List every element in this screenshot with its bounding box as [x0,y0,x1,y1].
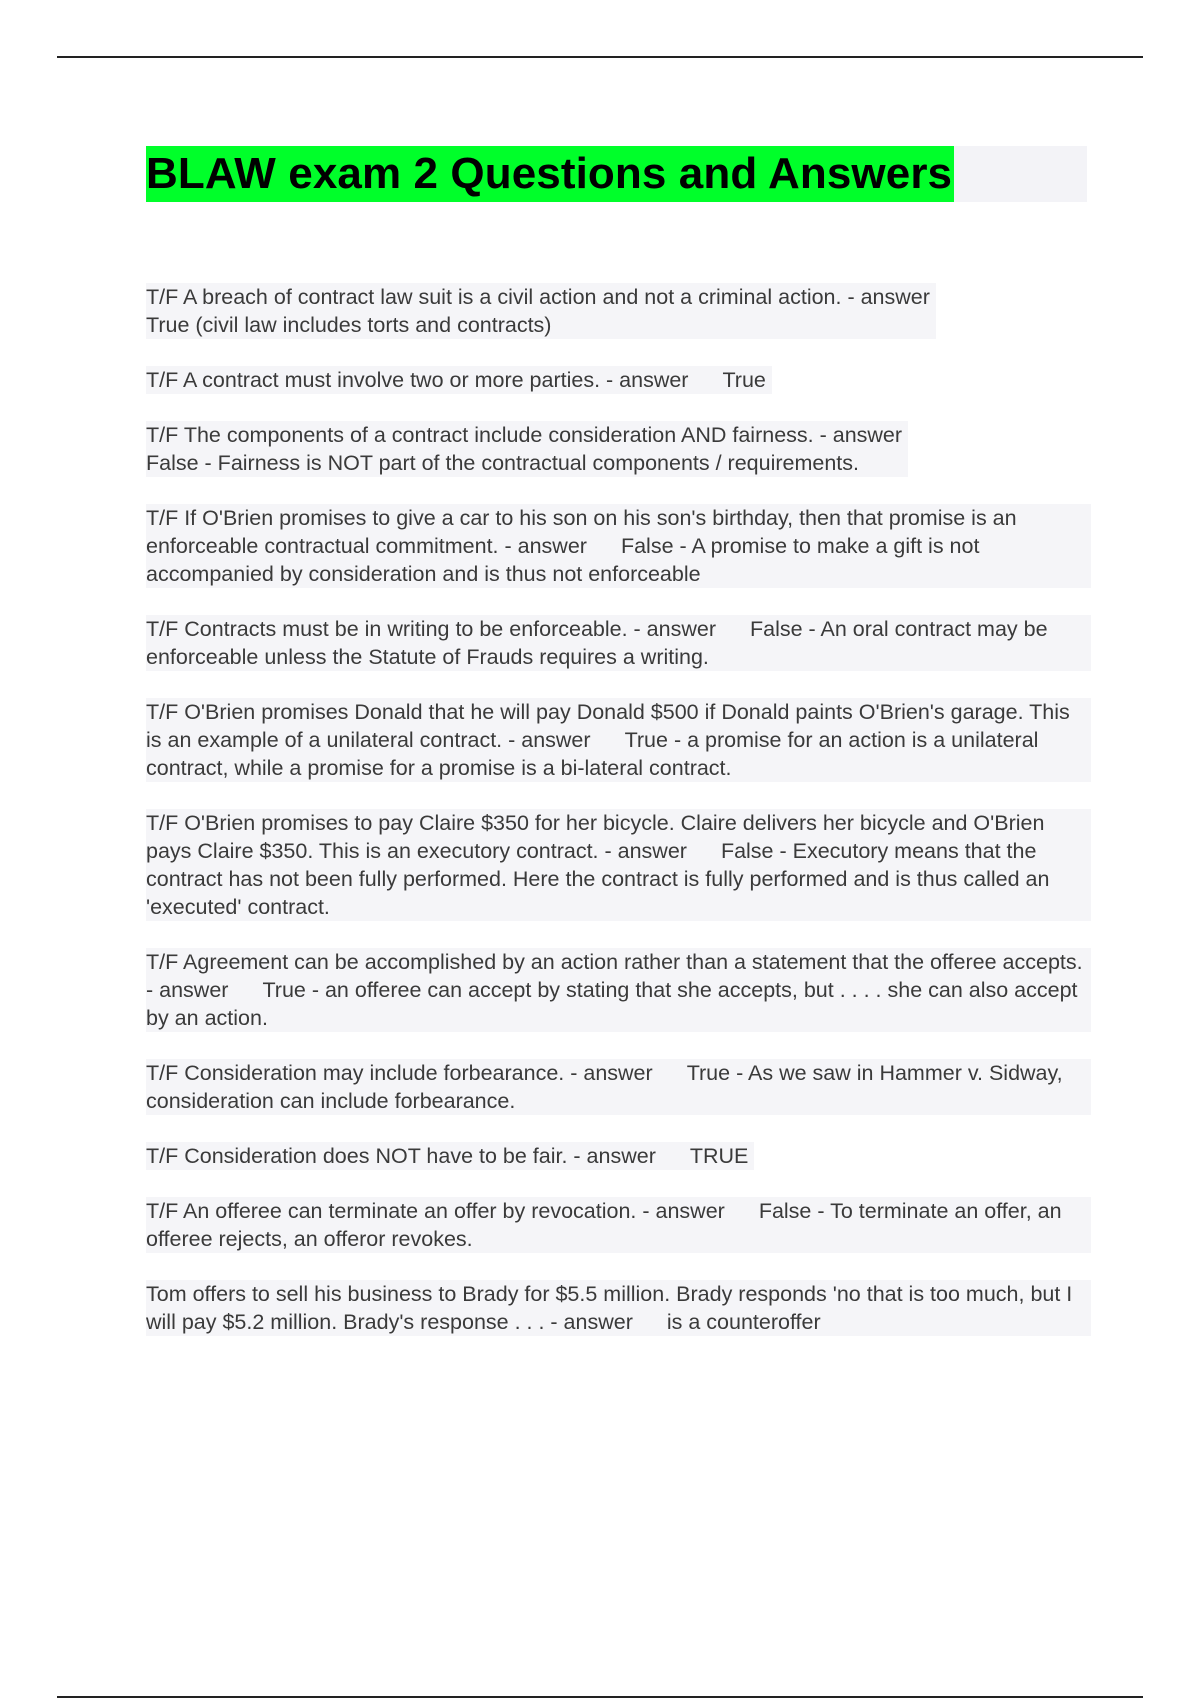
qa-item [146,698,1091,782]
qa-answer: True - an offeree can accept by stating that she accepts, but . . . . she can also accept by an action. [146,978,1078,1030]
qa-answer: False - A promise to make a gift is not accompanied by consideration and is thus not enforceable [146,534,980,586]
qa-item [146,1197,1091,1253]
qa-answer: True - a promise for an action is a unilateral contract, while a promise for a promise is a bi-lateral contract. [146,728,1039,780]
qa-answer: False - An oral contract may be enforceable unless the Statute of Frauds requires a writing. [146,617,1048,669]
qa-item [146,1142,754,1170]
title-band [146,146,1087,202]
qa-item [146,948,1091,1032]
qa-item [146,615,1091,671]
qa-question: T/F An offeree can terminate an offer by revocation. - answer [146,1199,725,1223]
qa-answer: True [722,368,766,392]
qa-question: T/F Contracts must be in writing to be enforceable. - answer [146,617,716,641]
qa-question: T/F A breach of contract law suit is a civil action and not a criminal action. - answer [146,285,930,309]
qa-item [146,1280,1091,1336]
qa-question: Tom offers to sell his business to Brady for $5.5 million. Brady responds 'no that is too much, but I will pay $5.2 million. Brady's response . . . - answer [146,1282,1073,1334]
qa-question: T/F Agreement can be accomplished by an action rather than a statement that the offeree accepts. - answer [146,950,1083,1002]
qa-answer: True (civil law includes torts and contracts) [146,313,552,337]
top-rule [57,56,1143,58]
qa-item [146,504,1091,588]
qa-question: T/F O'Brien promises to pay Claire $350 for her bicycle. Claire delivers her bicycle and O'Brien pays Claire $350. This is an executory contract. - answer [146,811,1045,863]
qa-answer: False - Fairness is NOT part of the contractual components / requirements. [146,451,859,475]
qa-question: T/F Consideration does NOT have to be fair. - answer [146,1144,656,1168]
qa-question: T/F O'Brien promises Donald that he will pay Donald $500 if Donald paints O'Brien's garage. This is an example of a unilateral contract. - answer [146,700,1070,752]
qa-item [146,1059,1091,1115]
qa-question: T/F Consideration may include forbearance. - answer [146,1061,653,1085]
qa-item [146,421,908,477]
qa-item [146,809,1091,921]
bottom-rule [57,1696,1143,1698]
qa-item [146,283,936,339]
qa-answer: False - Executory means that the contract has not been fully performed. Here the contract is fully performed and is thus called an 'executed' contract. [146,839,1050,919]
qa-question: T/F If O'Brien promises to give a car to his son on his son's birthday, then that promise is an enforceable contractual commitment. - answer [146,506,1017,558]
qa-answer: TRUE [689,1144,749,1168]
qa-answer: True - As we saw in Hammer v. Sidway, consideration can include forbearance. [146,1061,1063,1113]
qa-question: T/F The components of a contract include consideration AND fairness. - answer [146,423,903,447]
qa-answer: is a counteroffer [666,1310,821,1334]
qa-question: T/F A contract must involve two or more parties. - answer [146,368,689,392]
qa-list [146,283,1091,1363]
qa-answer: False - To terminate an offer, an offeree rejects, an offeror revokes. [146,1199,1062,1251]
qa-item [146,366,772,394]
document-title: BLAW exam 2 Questions and Answers [146,146,954,202]
